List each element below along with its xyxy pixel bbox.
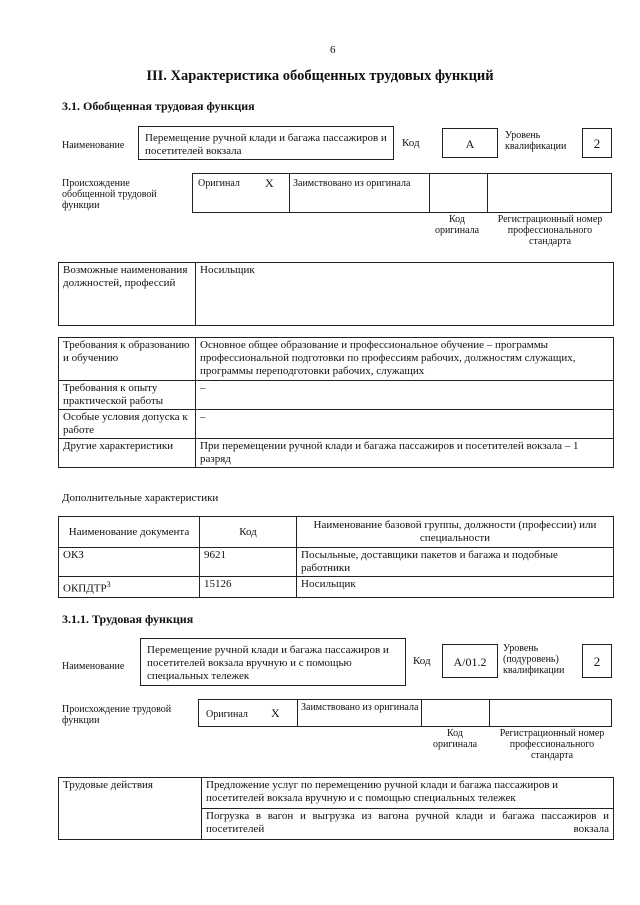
gtf-positions-table	[58, 262, 614, 326]
tf-origin-box	[198, 699, 612, 727]
tf-code-box	[442, 644, 498, 678]
doc-cell	[59, 577, 200, 598]
additional-title: Дополнительные характеристики	[62, 492, 219, 504]
gtf-name-label: Наименование	[62, 140, 125, 151]
action-item: Предложение услуг по перемещению ручной клади и багажа пассажиров и посетителей вокзала вручную и с помощью специальных тележек	[202, 778, 614, 809]
tf-reg-number-caption: Регистрационный номер профессионального стандарта	[499, 728, 605, 761]
gtf-requirements-table	[58, 337, 614, 468]
table-row	[59, 778, 614, 809]
tf-name-label: Наименование	[62, 661, 125, 672]
tf-level-value: 2	[593, 654, 601, 669]
additional-table	[58, 516, 614, 598]
tf-name-box	[140, 638, 406, 686]
tf-original-mark: X	[271, 706, 280, 720]
footnote-mark: 3	[106, 580, 111, 589]
gtf-code-box	[442, 128, 498, 158]
code-cell: 9621	[200, 548, 297, 577]
tf-code-original-caption: Код оригинала	[432, 728, 478, 750]
name-cell: Носильщик	[297, 577, 614, 598]
gtf-original-mark: X	[265, 176, 274, 190]
requirement-label: Требования к опыту практической работы	[59, 381, 196, 410]
tf-borrowed-label: Заимствовано из оригинала	[301, 702, 419, 713]
tf-code-label: Код	[413, 655, 431, 667]
tf-actions-table	[58, 777, 614, 840]
gtf-code-label: Код	[402, 137, 420, 149]
tf-level-box	[582, 644, 612, 678]
gtf-level-label: Уровень квалификации	[505, 130, 567, 152]
tf-origin-label: Происхождение трудовой функции	[62, 704, 172, 726]
requirement-value: –	[196, 410, 614, 439]
gtf-reg-number-caption: Регистрационный номер профессионального стандарта	[497, 214, 603, 247]
page-number: 6	[330, 44, 336, 56]
tf-original-label: Оригинал	[206, 709, 248, 720]
gtf-level-box	[582, 128, 612, 158]
gtf-name-box	[138, 126, 394, 160]
doc-name: ОКПДТР	[63, 582, 107, 595]
table-row	[59, 548, 614, 577]
gtf-level-value: 2	[593, 136, 601, 151]
tf-code-value: A/01.2	[453, 655, 487, 669]
requirement-value: Основное общее образование и профессиональное обучение – программы профессиональной подготовки по профессиям рабочих, должностям служащих, программы переподготовки рабочих, служащих	[196, 338, 614, 381]
tf-level-label: Уровень (подуровень) квалификации	[503, 643, 565, 676]
gtf-positions-label: Возможные наименования должностей, профессий	[59, 263, 196, 326]
requirement-label: Особые условия допуска к работе	[59, 410, 196, 439]
header-group-name: Наименование базовой группы, должности (профессии) или специальности	[297, 517, 614, 548]
gtf-origin-label: Происхождение обобщенной трудовой функции	[62, 178, 157, 211]
gtf-code-original-caption: Код оригинала	[434, 214, 480, 236]
tf-heading: 3.1.1. Трудовая функция	[62, 612, 194, 626]
table-row	[59, 338, 614, 381]
tf-actions-label: Трудовые действия	[59, 778, 202, 840]
table-row	[59, 439, 614, 468]
gtf-original-label: Оригинал	[198, 178, 240, 189]
gtf-positions-value: Носильщик	[196, 263, 614, 326]
header-code: Код	[200, 517, 297, 548]
code-cell: 15126	[200, 577, 297, 598]
table-header-row	[59, 517, 614, 548]
table-row	[59, 410, 614, 439]
tf-name-value: Перемещение ручной клади и багажа пассажиров и посетителей вокзала вручную и с помощью специальных тележек	[147, 644, 389, 682]
doc-cell: ОКЗ	[59, 548, 200, 577]
gtf-name-value: Перемещение ручной клади и багажа пассажиров и посетителей вокзала	[145, 132, 387, 157]
requirement-label: Другие характеристики	[59, 439, 196, 468]
name-cell: Посыльные, доставщики пакетов и багажа и подобные работники	[297, 548, 614, 577]
section-title: III. Характеристика обобщенных трудовых функций	[146, 68, 494, 84]
gtf-origin-box	[192, 173, 612, 213]
gtf-heading: 3.1. Обобщенная трудовая функция	[62, 99, 255, 113]
table-row	[59, 381, 614, 410]
requirement-value: При перемещении ручной клади и багажа пассажиров и посетителей вокзала – 1 разряд	[196, 439, 614, 468]
requirement-value: –	[196, 381, 614, 410]
requirement-label: Требования к образованию и обучению	[59, 338, 196, 381]
header-document: Наименование документа	[59, 517, 200, 548]
gtf-code-value: A	[465, 137, 475, 151]
action-item: Погрузка в вагон и выгрузка из вагона ручной клади и багажа пассажиров и посетителей вокзала	[202, 809, 614, 840]
table-row	[59, 577, 614, 598]
gtf-borrowed-label: Заимствовано из оригинала	[293, 178, 411, 189]
